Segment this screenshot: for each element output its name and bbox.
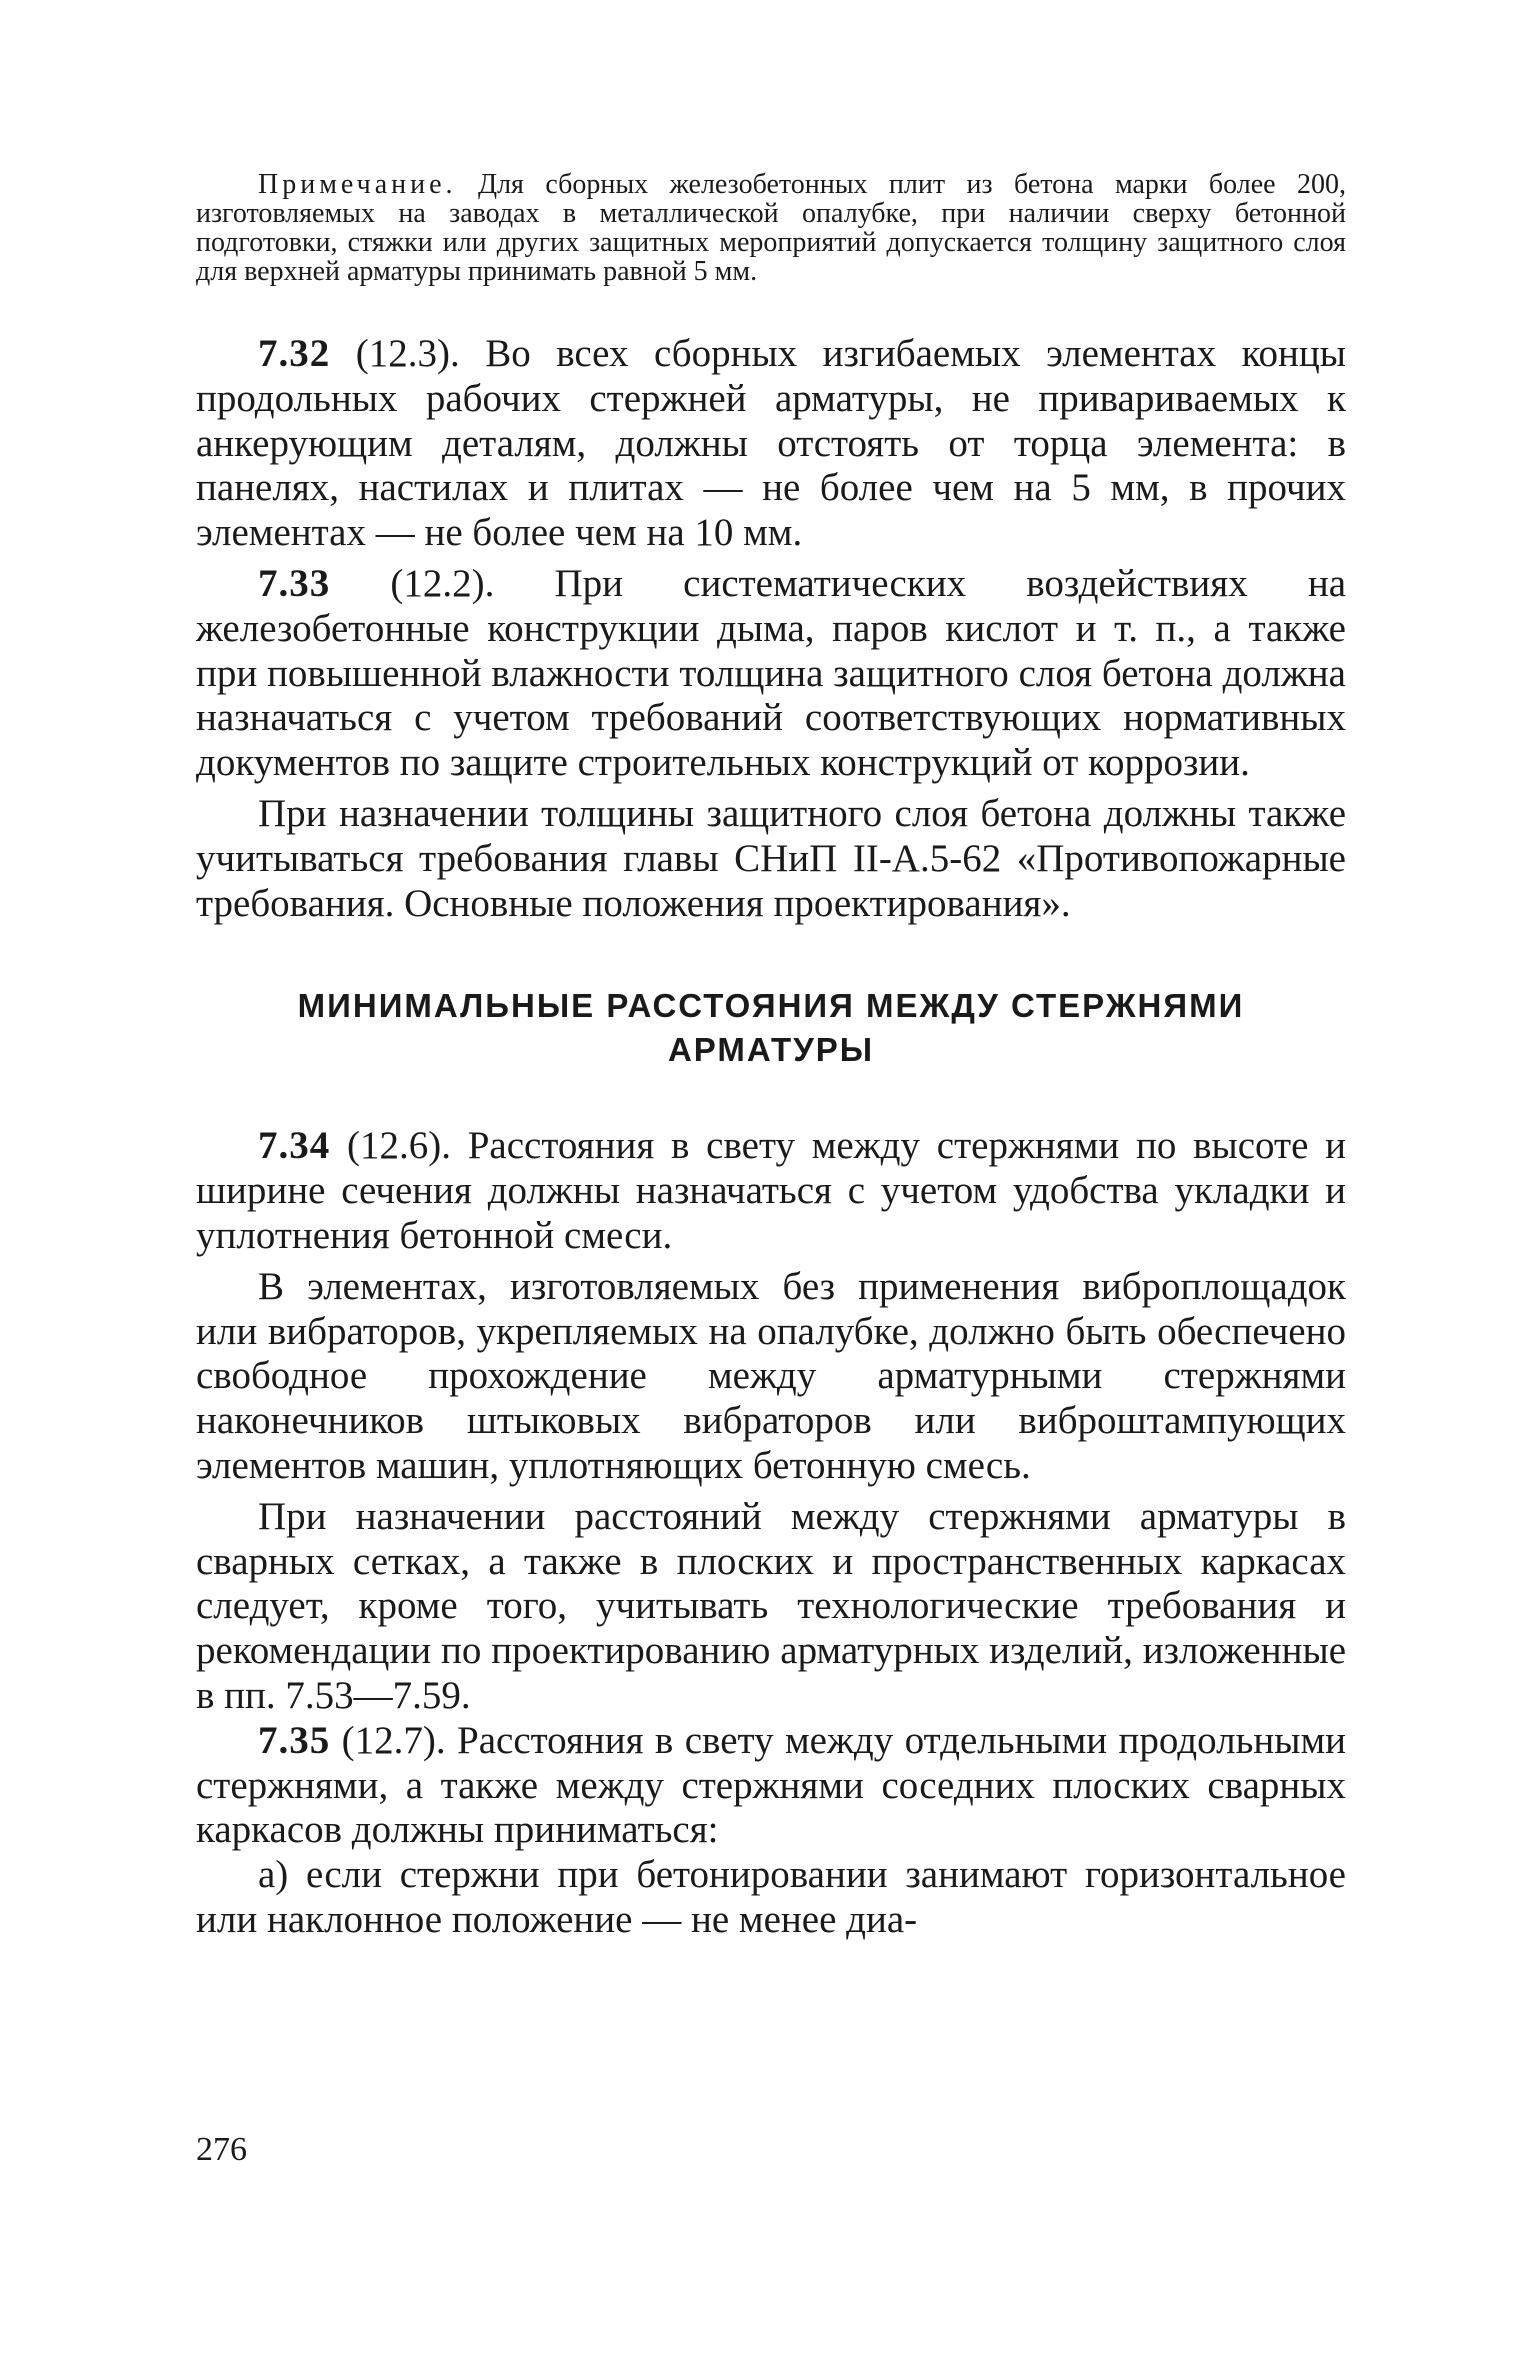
section-number: 7.32 <box>258 332 331 375</box>
section-text: При систематических воздействиях на железобетонные конструкции дыма, паров кислот и т. п., а также при повышенной влажности толщина защитного слоя бетона должна назначаться с учетом требований соответствующих нормативных документов по защите строительных конструкций от коррозии. <box>196 561 1347 785</box>
section-text: Расстояния в свету между стержнями по высоте и ширине сечения должны назначаться с учетом удобства укладки и уплотнения бетонной смеси. <box>196 1124 1346 1257</box>
section-ref: (12.2). <box>390 561 495 605</box>
section-ref: (12.6). <box>347 1124 451 1168</box>
paragraph-7-34-vibrators: В элементах, изготовляемых без применения виброплощадок или вибраторов, укрепляемых на опалубке, должно быть обеспечено свободное прохождение между арматурными стержнями наконечников штыковых вибраторов или виброштампующих элементов машин, уплотняющих бетонную смесь. <box>196 1264 1346 1487</box>
note-paragraph <box>196 170 1346 286</box>
section-7-35 <box>196 1719 1346 1853</box>
section-number: 7.34 <box>258 1124 331 1168</box>
heading-line-1: МИНИМАЛЬНЫЕ РАССТОЯНИЯ МЕЖДУ СТЕРЖНЯМИ <box>297 987 1245 1025</box>
section-7-34 <box>196 1124 1346 1258</box>
section-number: 7.35 <box>258 1718 331 1762</box>
paragraph-7-33-fire-requirements: При назначении толщины защитного слоя бетона должны также учитываться требования главы СНиП II-А.5-62 «Противопожарные требования. Основные положения проектирования». <box>196 791 1346 925</box>
note-label: Примечание. <box>258 169 457 200</box>
paragraph-7-34-welded-meshes: При назначении расстояний между стержнями арматуры в сварных сетках, а также в плоских и пространственных каркасах следует, кроме того, учитывать технологические требования и рекомендации по проектированию арматурных изделий, изложенные в пп. 7.53—7.59. <box>196 1494 1346 1717</box>
section-text: Во всех сборных изгибаемых элементах концы продольных рабочих стержней арматуры, не приваривaемых к анкерующим деталям, должны отстоять от торца элемента: в панелях, настилах и плитах — не более чем на 5 мм, в прочих элементах — не более чем на 10 мм. <box>196 332 1346 555</box>
section-7-33 <box>196 562 1346 786</box>
note-text: Для сборных железобетонных плит из бетона марки более 200, изготовляемых на заводах в металлической опалубке, при наличии сверху бетонной подготовки, стяжки или других защитных мероприятий допускается толщину защитного слоя для верхней арматуры принимать равной 5 мм. <box>196 169 1346 287</box>
page-number: 276 <box>196 2131 247 2168</box>
section-heading <box>196 984 1346 1072</box>
heading-line-2: АРМАТУРЫ <box>667 1031 875 1069</box>
list-item-a: а) если стержни при бетонировании занимают горизонтальное или наклонное положение — не менее диа- <box>196 1853 1346 1941</box>
section-text: Расстояния в свету между отдельными продольными стержнями, а также между стержнями соседних плоских сварных каркасов должны приниматься: <box>196 1718 1347 1852</box>
document-page <box>196 170 1346 1943</box>
section-number: 7.33 <box>258 561 331 605</box>
section-ref: (12.3). <box>355 332 460 375</box>
section-ref: (12.7). <box>341 1718 446 1762</box>
section-7-32 <box>196 332 1346 556</box>
